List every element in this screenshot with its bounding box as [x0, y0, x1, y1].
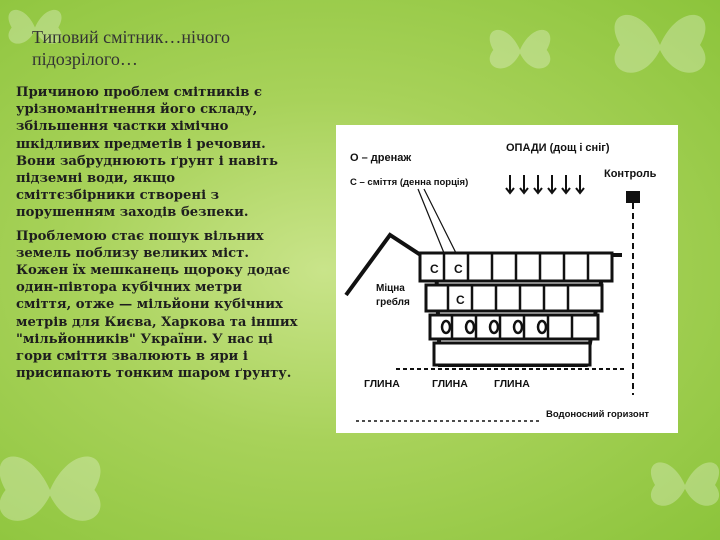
precipitation-label: ОПАДИ (дощ і сніг) [506, 142, 610, 154]
body-text [16, 84, 298, 388]
precipitation-arrows [506, 175, 584, 193]
control-well [626, 191, 640, 395]
cell-waste-marker: С [454, 262, 463, 276]
clay-label: ГЛИНА [364, 378, 400, 390]
butterfly-decoration [640, 450, 720, 520]
aquifer-label: Водоносний горизонт [546, 409, 650, 420]
dam-label-2: гребля [376, 297, 410, 308]
waste-layers [420, 253, 612, 365]
butterfly-decoration [600, 0, 720, 90]
legend-drainage: О – дренаж [350, 152, 412, 164]
paragraph-2: Проблемою стає пошук вільних земель поблизу великих міст. Кожен їх мешканець щороку додає один-півтора кубічних метри сміття, отже — мільйони кубічних метрів для Києва, Харкова та інших "мільйонників" України. У нас ці гори сміття звалюють в яри і присипають тонким шаром ґрунту. [16, 228, 298, 382]
butterfly-decoration [480, 20, 560, 80]
legend-waste: С – сміття (денна порція) [350, 177, 469, 188]
slide-title: Типовий смітник…нічого підозрілого… [32, 27, 230, 69]
landfill-diagram-svg [336, 125, 678, 433]
cell-waste-marker: С [456, 293, 465, 307]
landfill-diagram [336, 125, 678, 433]
clay-label: ГЛИНА [494, 378, 530, 390]
dam-label-1: Міцна [376, 283, 405, 294]
control-label: Контроль [604, 168, 657, 180]
butterfly-decoration [0, 440, 120, 540]
clay-label: ГЛИНА [432, 378, 468, 390]
cell-waste-marker: С [430, 262, 439, 276]
paragraph-1: Причиною проблем смітників є урізноманітнення його складу, збільшення частки хімічно шкідливих предметів і речовин. Вони забруднюють ґрунт і навіть підземні води, якщо сміттєзбірники створені з порушенням заходів безпеки. [16, 85, 278, 221]
